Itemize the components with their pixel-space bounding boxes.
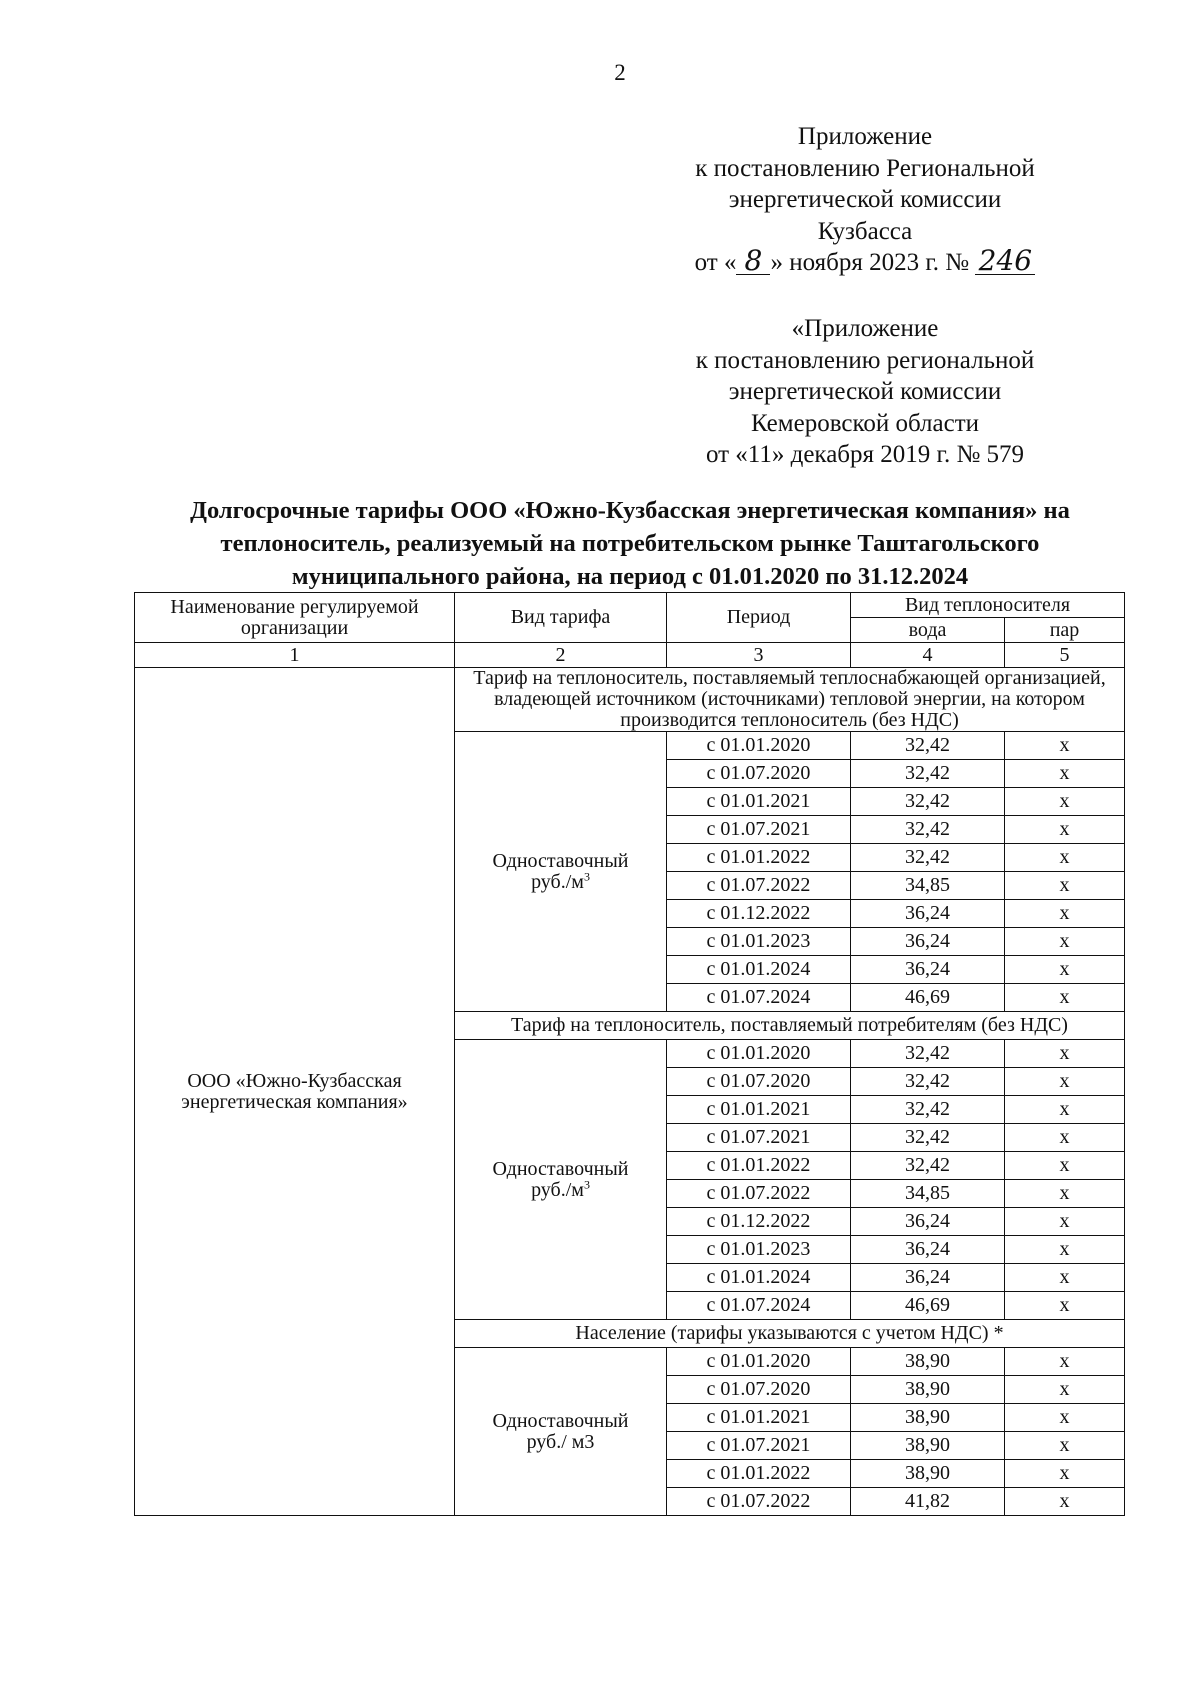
period-cell: с 01.07.2022 <box>667 1488 851 1516</box>
appendix-line: к постановлению Региональной <box>695 154 1035 182</box>
rate-name: Одноставочный <box>492 849 629 872</box>
appendix-line: энергетической комиссии <box>728 378 1002 405</box>
header-tariff-type: Вид тарифа <box>455 593 667 643</box>
steam-value-cell: х <box>1005 1264 1125 1292</box>
water-value-cell: 32,42 <box>851 732 1005 760</box>
handwritten-day: 8 <box>736 248 770 275</box>
period-cell: с 01.01.2021 <box>667 1404 851 1432</box>
handwritten-number: 246 <box>975 248 1035 275</box>
period-cell: с 01.01.2023 <box>667 1236 851 1264</box>
period-cell: с 01.01.2023 <box>667 928 851 956</box>
water-value-cell: 32,42 <box>851 1152 1005 1180</box>
rate-type <box>455 732 667 1012</box>
water-value-cell: 32,42 <box>851 760 1005 788</box>
steam-value-cell: х <box>1005 816 1125 844</box>
header-period: Период <box>667 593 851 643</box>
water-value-cell: 32,42 <box>851 844 1005 872</box>
appendix-header-new <box>660 121 1070 279</box>
period-cell: с 01.01.2020 <box>667 1348 851 1376</box>
section-title: Тариф на теплоноситель, поставляемый теплоснабжающей организацией, владеющей источником (источниками) тепловой энергии, на котором производится теплоноситель (без НДС) <box>455 668 1125 732</box>
water-value-cell: 38,90 <box>851 1404 1005 1432</box>
rate-unit-superscript: 3 <box>583 868 590 883</box>
period-cell: с 01.07.2021 <box>667 1432 851 1460</box>
appendix-line: Кузбасса <box>817 217 913 245</box>
appendix-header-old <box>660 313 1070 471</box>
steam-value-cell: х <box>1005 928 1125 956</box>
water-value-cell: 36,24 <box>851 1264 1005 1292</box>
steam-value-cell: х <box>1005 1236 1125 1264</box>
steam-value-cell: х <box>1005 788 1125 816</box>
appendix-line: «Приложение <box>791 315 939 342</box>
header-steam: пар <box>1005 618 1125 643</box>
steam-value-cell: х <box>1005 1152 1125 1180</box>
organization-name: ООО «Южно-Кузбасская энергетическая компания» <box>135 668 455 1516</box>
title-line: муниципального района, на период с 01.01.2020 по 31.12.2024 <box>291 563 969 590</box>
date-middle: » ноября 2023 г. № <box>770 249 970 276</box>
water-value-cell: 36,24 <box>851 1236 1005 1264</box>
water-value-cell: 36,24 <box>851 900 1005 928</box>
steam-value-cell: х <box>1005 760 1125 788</box>
period-cell: с 01.07.2024 <box>667 1292 851 1320</box>
period-cell: с 01.01.2022 <box>667 1460 851 1488</box>
steam-value-cell: х <box>1005 1348 1125 1376</box>
date-prefix: от « <box>694 249 737 276</box>
rate-type <box>455 1348 667 1516</box>
steam-value-cell: х <box>1005 872 1125 900</box>
water-value-cell: 34,85 <box>851 872 1005 900</box>
period-cell: с 01.01.2022 <box>667 844 851 872</box>
period-cell: с 01.01.2020 <box>667 732 851 760</box>
period-cell: с 01.07.2021 <box>667 816 851 844</box>
period-cell: с 01.07.2022 <box>667 1180 851 1208</box>
column-number: 3 <box>667 643 851 668</box>
period-cell: с 01.01.2022 <box>667 1152 851 1180</box>
rate-unit-text: руб./м <box>531 1178 584 1201</box>
appendix-line: Приложение <box>797 123 933 150</box>
water-value-cell: 38,90 <box>851 1432 1005 1460</box>
tariff-table-body <box>135 593 1125 1516</box>
steam-value-cell: х <box>1005 1292 1125 1320</box>
rate-unit-text: руб./ м3 <box>526 1430 595 1453</box>
period-cell: с 01.01.2024 <box>667 1264 851 1292</box>
water-value-cell: 32,42 <box>851 1040 1005 1068</box>
water-value-cell: 38,90 <box>851 1348 1005 1376</box>
page-number: 2 <box>614 60 626 85</box>
header-row <box>135 593 1125 618</box>
period-cell: с 01.07.2021 <box>667 1124 851 1152</box>
steam-value-cell: х <box>1005 900 1125 928</box>
water-value-cell: 36,24 <box>851 928 1005 956</box>
tariff-table <box>134 592 1125 1516</box>
column-number: 1 <box>135 643 455 668</box>
column-number-row <box>135 643 1125 668</box>
water-value-cell: 32,42 <box>851 1124 1005 1152</box>
rate-unit-superscript: 3 <box>583 1176 590 1191</box>
section-title: Население (тарифы указываются с учетом НДС) * <box>455 1320 1125 1348</box>
appendix-date-line <box>660 244 1070 279</box>
column-number: 5 <box>1005 643 1125 668</box>
steam-value-cell: х <box>1005 732 1125 760</box>
period-cell: с 01.01.2021 <box>667 788 851 816</box>
appendix-line: Кемеровской области <box>750 409 980 437</box>
water-value-cell: 34,85 <box>851 1180 1005 1208</box>
period-cell: с 01.07.2020 <box>667 760 851 788</box>
section-title: Тариф на теплоноситель, поставляемый потребителям (без НДС) <box>455 1012 1125 1040</box>
section-row <box>135 668 1125 732</box>
steam-value-cell: х <box>1005 984 1125 1012</box>
steam-value-cell: х <box>1005 1124 1125 1152</box>
period-cell: с 01.01.2021 <box>667 1096 851 1124</box>
appendix-line: энергетической комиссии <box>728 186 1002 213</box>
water-value-cell: 36,24 <box>851 956 1005 984</box>
period-cell: с 01.07.2020 <box>667 1376 851 1404</box>
rate-unit-text: руб./м <box>531 870 584 893</box>
water-value-cell: 36,24 <box>851 1208 1005 1236</box>
rate-name: Одноставочный <box>492 1157 629 1180</box>
header-water: вода <box>851 618 1005 643</box>
rate-unit <box>455 1432 666 1453</box>
period-cell: с 01.12.2022 <box>667 900 851 928</box>
steam-value-cell: х <box>1005 1068 1125 1096</box>
steam-value-cell: х <box>1005 1488 1125 1516</box>
water-value-cell: 32,42 <box>851 788 1005 816</box>
title-line: теплоноситель, реализуемый на потребительском рынке Таштагольского <box>220 530 1040 557</box>
steam-value-cell: х <box>1005 1180 1125 1208</box>
title-line: Долгосрочные тарифы ООО «Южно-Кузбасская энергетическая компания» на <box>190 497 1070 524</box>
period-cell: с 01.01.2020 <box>667 1040 851 1068</box>
appendix-line: к постановлению региональной <box>695 346 1035 374</box>
steam-value-cell: х <box>1005 1208 1125 1236</box>
period-cell: с 01.07.2024 <box>667 984 851 1012</box>
period-cell: с 01.07.2020 <box>667 1068 851 1096</box>
steam-value-cell: х <box>1005 1376 1125 1404</box>
water-value-cell: 32,42 <box>851 1068 1005 1096</box>
column-number: 2 <box>455 643 667 668</box>
steam-value-cell: х <box>1005 1096 1125 1124</box>
water-value-cell: 38,90 <box>851 1376 1005 1404</box>
steam-value-cell: х <box>1005 1460 1125 1488</box>
rate-name: Одноставочный <box>492 1409 629 1432</box>
water-value-cell: 38,90 <box>851 1460 1005 1488</box>
period-cell: с 01.01.2024 <box>667 956 851 984</box>
steam-value-cell: х <box>1005 956 1125 984</box>
header-organization: Наименование регулируемой организации <box>135 593 455 643</box>
water-value-cell: 46,69 <box>851 984 1005 1012</box>
rate-type <box>455 1040 667 1320</box>
steam-value-cell: х <box>1005 1432 1125 1460</box>
steam-value-cell: х <box>1005 844 1125 872</box>
water-value-cell: 32,42 <box>851 1096 1005 1124</box>
water-value-cell: 32,42 <box>851 816 1005 844</box>
document-title <box>130 494 1130 593</box>
water-value-cell: 41,82 <box>851 1488 1005 1516</box>
rate-unit <box>455 868 666 893</box>
header-carrier-type: Вид теплоносителя <box>851 593 1125 618</box>
appendix-line: от «11» декабря 2019 г. № 579 <box>705 441 1025 468</box>
period-cell: с 01.12.2022 <box>667 1208 851 1236</box>
steam-value-cell: х <box>1005 1040 1125 1068</box>
column-number: 4 <box>851 643 1005 668</box>
period-cell: с 01.07.2022 <box>667 872 851 900</box>
water-value-cell: 46,69 <box>851 1292 1005 1320</box>
steam-value-cell: х <box>1005 1404 1125 1432</box>
rate-unit <box>455 1176 666 1201</box>
